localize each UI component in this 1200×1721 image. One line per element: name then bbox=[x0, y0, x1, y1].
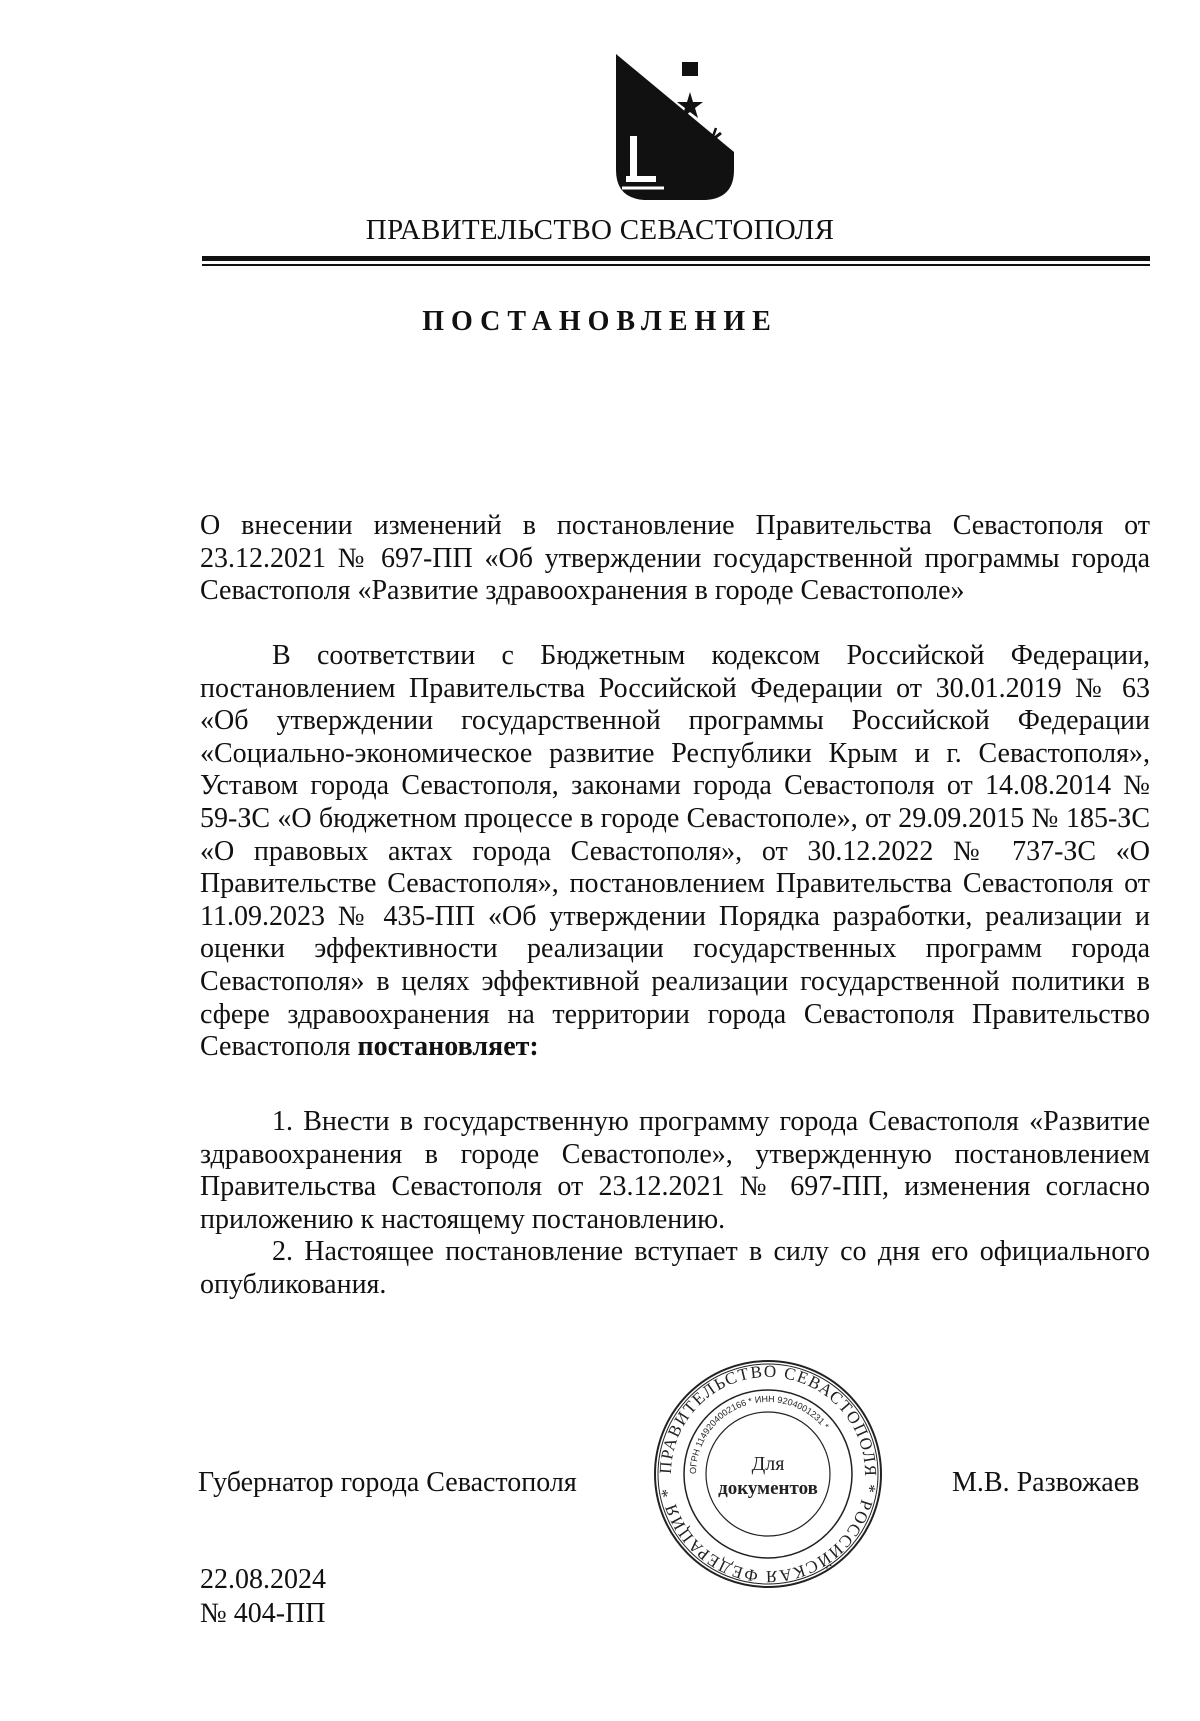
signer-name: М.В. Развожаев bbox=[952, 1467, 1140, 1498]
official-seal bbox=[652, 1358, 884, 1590]
seal-outer-text: ПРАВИТЕЛЬСТВО СЕВАСТОПОЛЯ * РОССИЙСКАЯ ФЕДЕРАЦИЯ * bbox=[655, 1361, 881, 1587]
header-divider-thin bbox=[202, 264, 1150, 266]
organization-name: ПРАВИТЕЛЬСТВО СЕВАСТОПОЛЯ bbox=[365, 214, 835, 246]
preamble-text: В соответствии с Бюджетным кодексом Российской Федерации, постановлением Правительства Российской Федерации от 30.01.2019 № 63 «Об утверждении государственной программы Российской Федерации «Социально-экономическое развитие Республики Крым и г. Севастополя», Уставом города Севастополя, законами города Севастополя от 14.08.2014 № 59-ЗС «О бюджетном процессе в городе Севастополе», от 29.09.2015 № 185-ЗС «О правовых актах города Севастополя», от 30.12.2022 № 737-ЗС «О Правительстве Севастополя», постановлением Правительства Севастополя от 11.09.2023 № 435-ПП «Об утверждении Порядка разработки, реализации и оценки эффективности реализации государственных программ города Севастополя» в целях эффективной реализации государственной политики в сфере здравоохранения на территории города Севастополя Правительство Севастополя bbox=[200, 640, 1150, 1063]
resolution-item-2: 2. Настоящее постановление вступает в силу со дня его официального опубликования. bbox=[200, 1236, 1150, 1300]
resolution-item-1: 1. Внести в государственную программу города Севастополя «Развитие здравоохранения в городе Севастополе», утвержденную постановлением Правительства Севастополя от 23.12.2021 № 697-ПП, изменения согласно приложению к настоящему постановлению. bbox=[200, 1106, 1150, 1235]
seal-inner-text: ОГРН 1149204002166 * ИНН 9204001231 * bbox=[687, 1393, 831, 1475]
preamble-resolves: постановляет: bbox=[357, 1031, 539, 1063]
sevastopol-coat-of-arms-icon bbox=[612, 52, 738, 202]
document-date: 22.08.2024 bbox=[200, 1564, 326, 1595]
preamble-paragraph bbox=[200, 640, 1150, 1064]
seal-center-line-2: документов bbox=[718, 1478, 818, 1499]
document-type: ПОСТАНОВЛЕНИЕ bbox=[422, 306, 778, 337]
seal-center-line-1: Для bbox=[751, 1453, 785, 1475]
header-divider-thick bbox=[202, 256, 1150, 261]
document-number: № 404-ПП bbox=[200, 1598, 326, 1629]
signer-title: Губернатор города Севастополя bbox=[198, 1467, 577, 1498]
document-title: О внесении изменений в постановление Правительства Севастополя от 23.12.2021 № 697-ПП «Об утверждении государственной программы города Севастополя «Развитие здравоохранения в городе Севастополе» bbox=[200, 510, 1150, 607]
